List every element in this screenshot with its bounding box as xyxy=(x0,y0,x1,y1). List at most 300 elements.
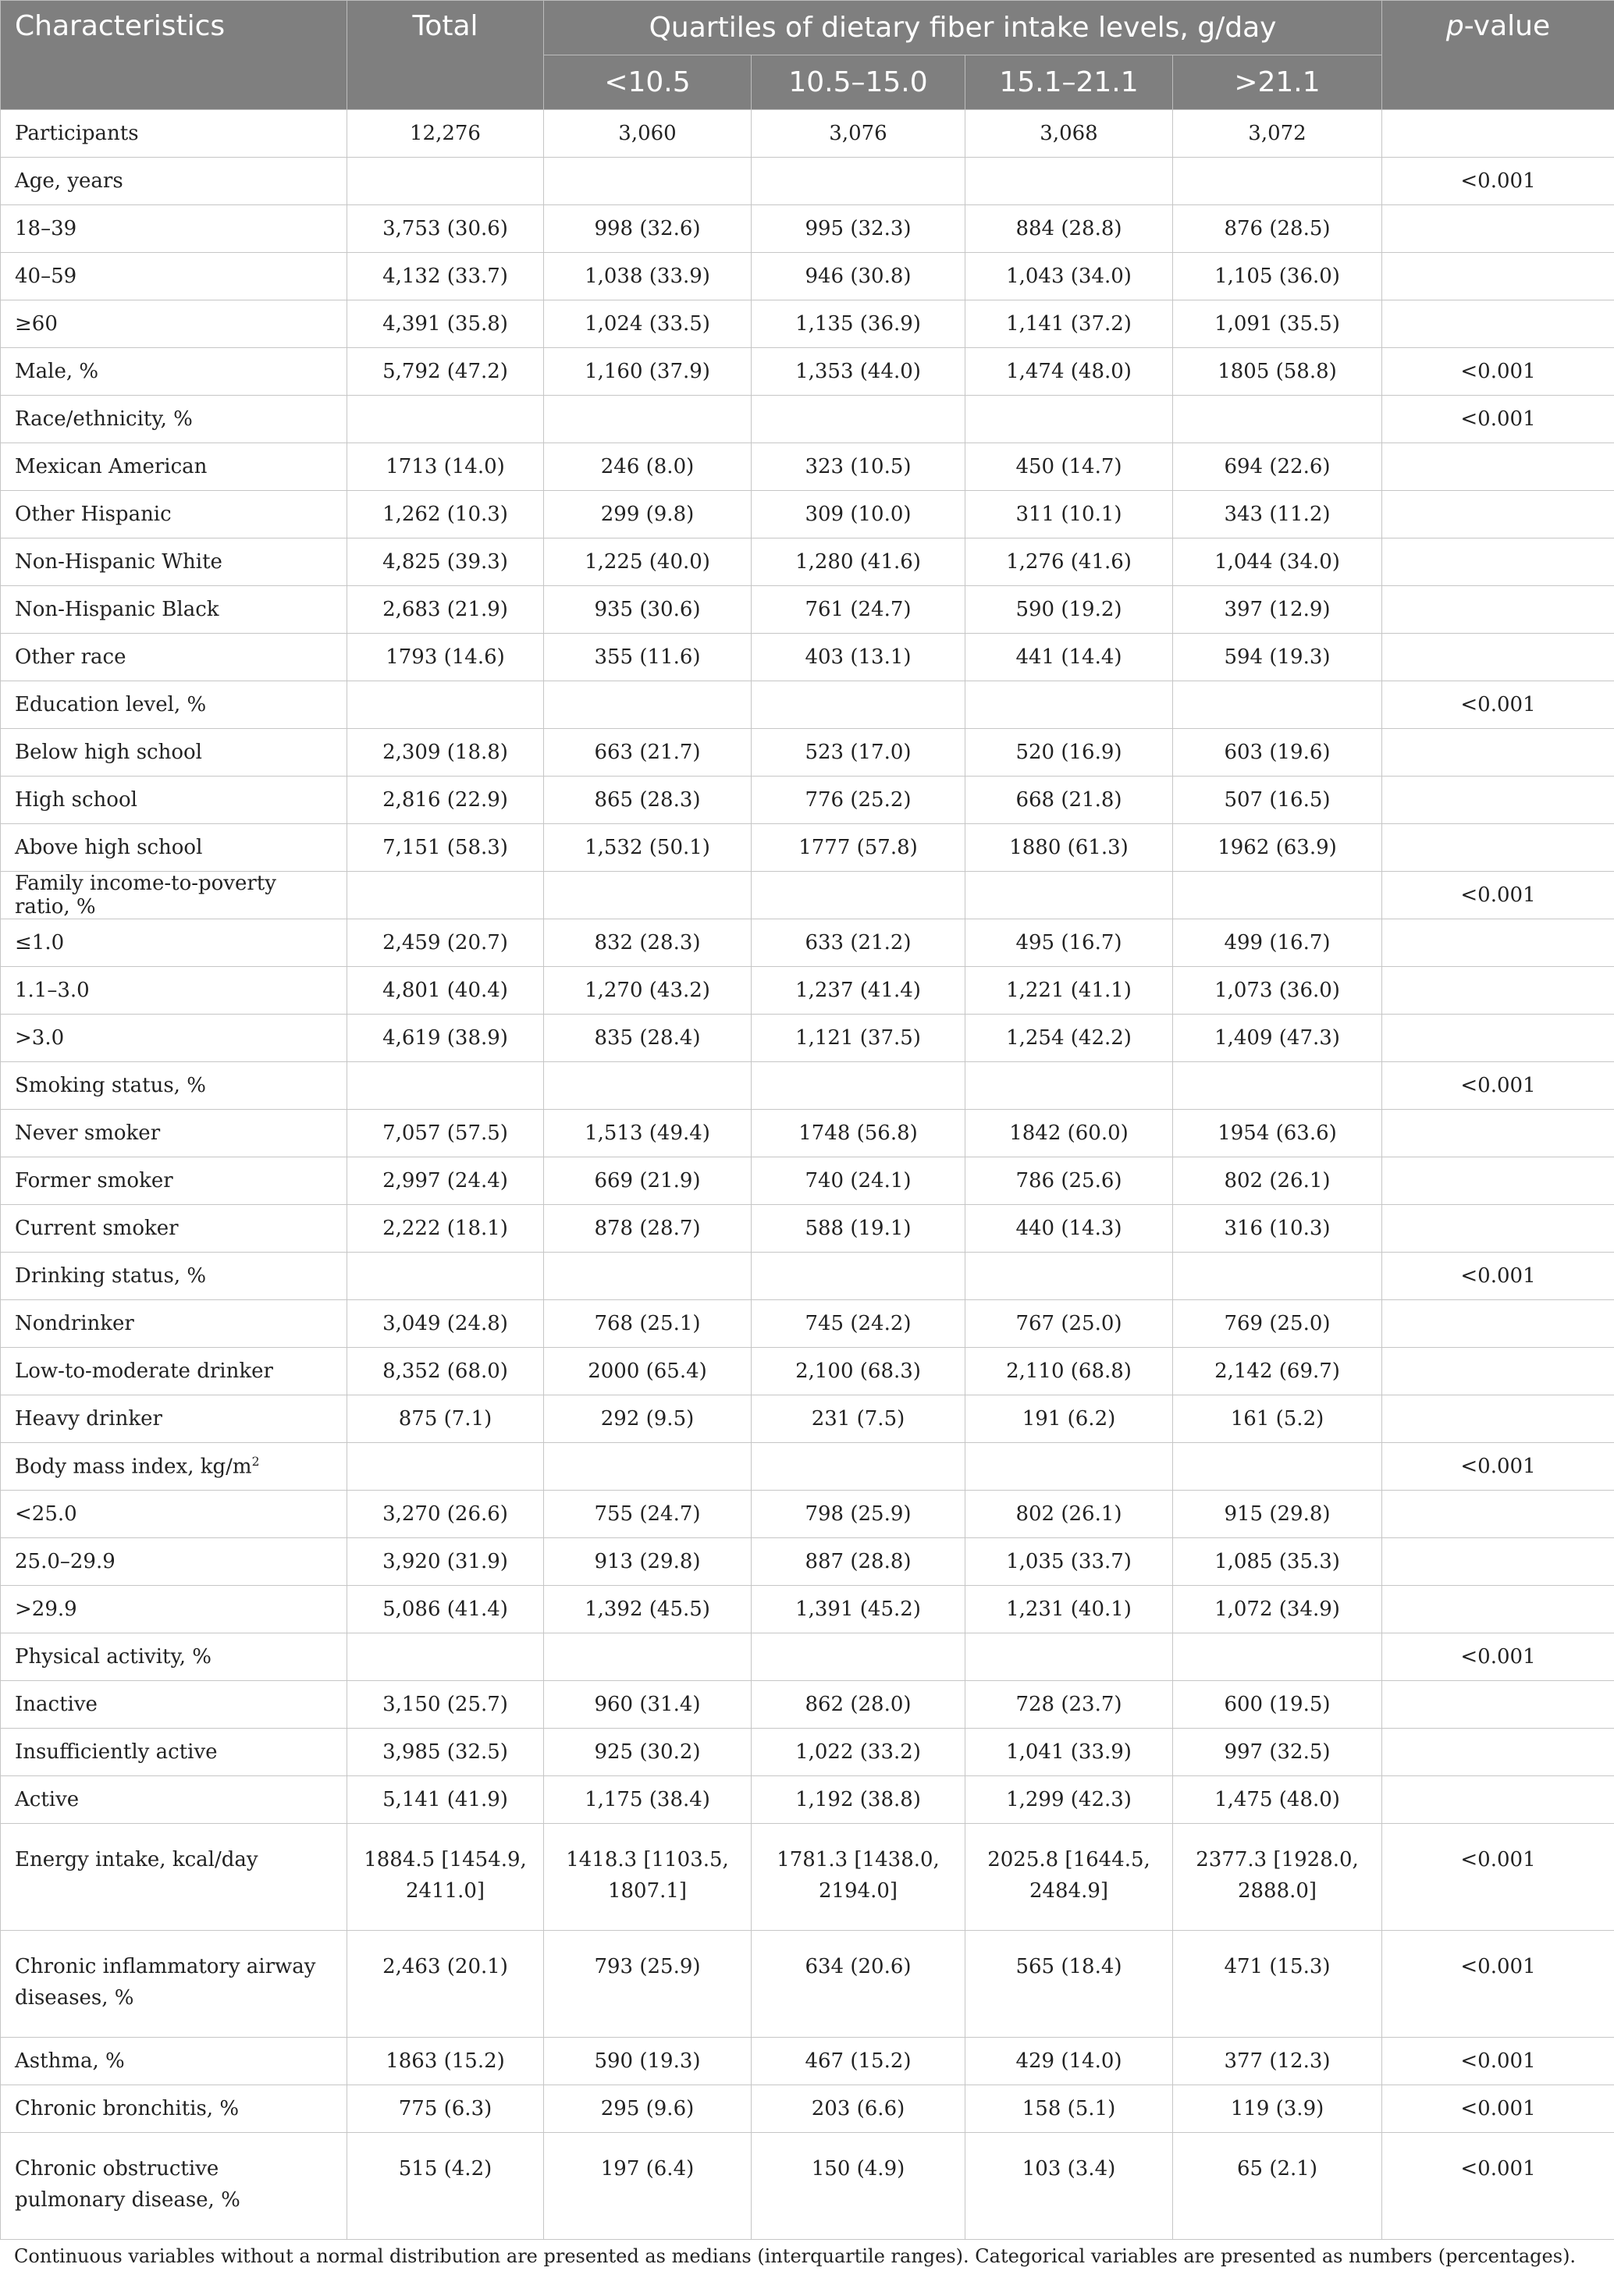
cell-q4: 1,073 (36.0) xyxy=(1173,967,1382,1015)
row-label-text: ≤1.0 xyxy=(15,931,65,954)
cell-p xyxy=(1382,634,1614,681)
row-label-text: >3.0 xyxy=(15,1026,65,1050)
cell-p xyxy=(1382,1776,1614,1824)
cell-q4: 2,142 (69.7) xyxy=(1173,1348,1382,1395)
table-row xyxy=(1,158,1614,205)
cell-total: 3,270 (26.6) xyxy=(347,1491,544,1538)
cell-q3: 1880 (61.3) xyxy=(965,824,1173,872)
cell-total: 4,801 (40.4) xyxy=(347,967,544,1015)
table-row xyxy=(1,253,1614,300)
cell-q1: 1,225 (40.0) xyxy=(544,538,752,586)
cell-q1 xyxy=(544,1443,752,1491)
row-label xyxy=(1,1205,347,1253)
cell-q3: 884 (28.8) xyxy=(965,205,1173,253)
row-label xyxy=(1,491,347,538)
table-row xyxy=(1,1776,1614,1824)
row-label xyxy=(1,300,347,348)
cell-q3 xyxy=(965,681,1173,729)
cell-total: 3,753 (30.6) xyxy=(347,205,544,253)
cell-total: 3,985 (32.5) xyxy=(347,1729,544,1776)
cell-q4: 507 (16.5) xyxy=(1173,777,1382,824)
cell-q4 xyxy=(1173,1253,1382,1300)
cell-q3: 440 (14.3) xyxy=(965,1205,1173,1253)
cell-q2: 995 (32.3) xyxy=(752,205,965,253)
row-label-text: 40–59 xyxy=(15,265,77,288)
cell-q4 xyxy=(1173,396,1382,443)
cell-p xyxy=(1382,1395,1614,1443)
cell-q1 xyxy=(544,396,752,443)
cell-q4: 316 (10.3) xyxy=(1173,1205,1382,1253)
cell-q1: 292 (9.5) xyxy=(544,1395,752,1443)
cell-total: 3,920 (31.9) xyxy=(347,1538,544,1586)
table-body xyxy=(1,110,1614,2240)
row-label-text: High school xyxy=(15,788,137,812)
cell-p xyxy=(1382,205,1614,253)
table-row xyxy=(1,1253,1614,1300)
row-label-superscript: 2 xyxy=(251,1454,260,1469)
row-label xyxy=(1,1443,347,1491)
table-row xyxy=(1,1538,1614,1586)
cell-total: 5,792 (47.2) xyxy=(347,348,544,396)
cell-total xyxy=(347,158,544,205)
cell-q4: 1,475 (48.0) xyxy=(1173,1776,1382,1824)
cell-q4: 471 (15.3) xyxy=(1173,1931,1382,2038)
cell-total: 5,141 (41.9) xyxy=(347,1776,544,1824)
cell-p xyxy=(1382,1348,1614,1395)
cell-q1: 960 (31.4) xyxy=(544,1681,752,1729)
cell-q1 xyxy=(544,1253,752,1300)
cell-p xyxy=(1382,777,1614,824)
cell-total: 2,222 (18.1) xyxy=(347,1205,544,1253)
row-label-text: Low-to-moderate drinker xyxy=(15,1359,273,1383)
cell-p: <0.001 xyxy=(1382,1931,1614,2038)
cell-q2: 1,121 (37.5) xyxy=(752,1015,965,1062)
cell-p xyxy=(1382,1681,1614,1729)
cell-q1: 1,392 (45.5) xyxy=(544,1586,752,1633)
row-label xyxy=(1,1110,347,1157)
header-characteristics: Characteristics xyxy=(1,1,347,110)
table-row xyxy=(1,1015,1614,1062)
cell-q4: 1,044 (34.0) xyxy=(1173,538,1382,586)
row-label-text: 1.1–3.0 xyxy=(15,979,90,1002)
cell-q4: 377 (12.3) xyxy=(1173,2038,1382,2085)
table-row xyxy=(1,1110,1614,1157)
cell-total: 7,057 (57.5) xyxy=(347,1110,544,1157)
cell-q2 xyxy=(752,681,965,729)
cell-p: <0.001 xyxy=(1382,396,1614,443)
table-row xyxy=(1,443,1614,491)
cell-p xyxy=(1382,1110,1614,1157)
cell-q4: 2377.3 [1928.0, 2888.0] xyxy=(1173,1824,1382,1931)
cell-q4: 1,072 (34.9) xyxy=(1173,1586,1382,1633)
row-label xyxy=(1,1300,347,1348)
cell-p: <0.001 xyxy=(1382,1253,1614,1300)
cell-q2: 3,076 xyxy=(752,110,965,158)
row-label-text: Other race xyxy=(15,645,126,669)
cell-q4: 65 (2.1) xyxy=(1173,2133,1382,2240)
cell-total: 1713 (14.0) xyxy=(347,443,544,491)
cell-total: 1884.5 [1454.9, 2411.0] xyxy=(347,1824,544,1931)
cell-q1: 1,160 (37.9) xyxy=(544,348,752,396)
cell-total: 2,463 (20.1) xyxy=(347,1931,544,2038)
row-label xyxy=(1,872,347,919)
cell-q1: 246 (8.0) xyxy=(544,443,752,491)
cell-q3: 311 (10.1) xyxy=(965,491,1173,538)
cell-total: 875 (7.1) xyxy=(347,1395,544,1443)
row-label-text: Below high school xyxy=(15,741,202,764)
cell-q3 xyxy=(965,1062,1173,1110)
cell-q3: 565 (18.4) xyxy=(965,1931,1173,2038)
cell-p: <0.001 xyxy=(1382,348,1614,396)
cell-q3 xyxy=(965,396,1173,443)
table-row xyxy=(1,348,1614,396)
row-label xyxy=(1,729,347,777)
table-row xyxy=(1,491,1614,538)
row-label xyxy=(1,586,347,634)
cell-q2: 323 (10.5) xyxy=(752,443,965,491)
row-label xyxy=(1,538,347,586)
cell-p xyxy=(1382,1729,1614,1776)
cell-q3: 1842 (60.0) xyxy=(965,1110,1173,1157)
row-label xyxy=(1,1491,347,1538)
cell-q1: 3,060 xyxy=(544,110,752,158)
cell-q4: 1805 (58.8) xyxy=(1173,348,1382,396)
cell-total: 2,816 (22.9) xyxy=(347,777,544,824)
cell-q3: 158 (5.1) xyxy=(965,2085,1173,2133)
table-row xyxy=(1,967,1614,1015)
cell-q3 xyxy=(965,1443,1173,1491)
cell-q1: 793 (25.9) xyxy=(544,1931,752,2038)
cell-q2 xyxy=(752,158,965,205)
row-label-text: 25.0–29.9 xyxy=(15,1550,116,1573)
row-label xyxy=(1,1395,347,1443)
table-row xyxy=(1,1586,1614,1633)
cell-q2: 633 (21.2) xyxy=(752,919,965,967)
cell-p xyxy=(1382,253,1614,300)
cell-q3: 1,474 (48.0) xyxy=(965,348,1173,396)
header-quartile-3: 15.1–21.1 xyxy=(965,55,1173,110)
cell-p: <0.001 xyxy=(1382,1633,1614,1681)
cell-q2: 1,237 (41.4) xyxy=(752,967,965,1015)
cell-p xyxy=(1382,1205,1614,1253)
cell-q3: 1,041 (33.9) xyxy=(965,1729,1173,1776)
table-row xyxy=(1,1931,1614,2038)
row-label-text: ≥60 xyxy=(15,312,58,336)
cell-total: 4,825 (39.3) xyxy=(347,538,544,586)
cell-p: <0.001 xyxy=(1382,681,1614,729)
cell-p xyxy=(1382,300,1614,348)
table-row xyxy=(1,2133,1614,2240)
cell-total xyxy=(347,1253,544,1300)
cell-q4: 769 (25.0) xyxy=(1173,1300,1382,1348)
cell-q4: 997 (32.5) xyxy=(1173,1729,1382,1776)
table-row xyxy=(1,729,1614,777)
cell-p: <0.001 xyxy=(1382,872,1614,919)
cell-q1 xyxy=(544,872,752,919)
row-label xyxy=(1,1062,347,1110)
cell-q4: 915 (29.8) xyxy=(1173,1491,1382,1538)
cell-q1: 998 (32.6) xyxy=(544,205,752,253)
cell-q3: 191 (6.2) xyxy=(965,1395,1173,1443)
cell-q2: 1777 (57.8) xyxy=(752,824,965,872)
cell-q2: 1,135 (36.9) xyxy=(752,300,965,348)
cell-q2: 1,192 (38.8) xyxy=(752,1776,965,1824)
cell-q1: 755 (24.7) xyxy=(544,1491,752,1538)
cell-q1: 1,024 (33.5) xyxy=(544,300,752,348)
row-label xyxy=(1,777,347,824)
header-quartile-group: Quartiles of dietary fiber intake levels, g/day xyxy=(544,1,1382,55)
row-label-text: Current smoker xyxy=(15,1217,179,1240)
table-row xyxy=(1,1395,1614,1443)
cell-total: 1793 (14.6) xyxy=(347,634,544,681)
cell-q2: 2,100 (68.3) xyxy=(752,1348,965,1395)
cell-q3: 495 (16.7) xyxy=(965,919,1173,967)
cell-q4 xyxy=(1173,1443,1382,1491)
header-quartile-2: 10.5–15.0 xyxy=(752,55,965,110)
row-label-text: Chronic inflammatory airway diseases, % xyxy=(15,1955,316,2010)
cell-q3: 1,221 (41.1) xyxy=(965,967,1173,1015)
cell-total xyxy=(347,872,544,919)
row-label-text: Active xyxy=(15,1788,80,1811)
header-quartile-1: <10.5 xyxy=(544,55,752,110)
cell-total: 1863 (15.2) xyxy=(347,2038,544,2085)
cell-p xyxy=(1382,538,1614,586)
cell-q1: 1,175 (38.4) xyxy=(544,1776,752,1824)
cell-q2: 745 (24.2) xyxy=(752,1300,965,1348)
cell-q1: 590 (19.3) xyxy=(544,2038,752,2085)
row-label-text: Chronic obstructive pulmonary disease, % xyxy=(15,2157,240,2212)
cell-q3: 1,254 (42.2) xyxy=(965,1015,1173,1062)
cell-q2: 1748 (56.8) xyxy=(752,1110,965,1157)
cell-q3: 450 (14.7) xyxy=(965,443,1173,491)
cell-total: 4,619 (38.9) xyxy=(347,1015,544,1062)
cell-q1: 878 (28.7) xyxy=(544,1205,752,1253)
header-p-italic: p xyxy=(1445,10,1464,42)
cell-p xyxy=(1382,1157,1614,1205)
cell-p xyxy=(1382,824,1614,872)
cell-q3: 3,068 xyxy=(965,110,1173,158)
table-row xyxy=(1,1300,1614,1348)
cell-q1: 295 (9.6) xyxy=(544,2085,752,2133)
cell-q1 xyxy=(544,1062,752,1110)
cell-p xyxy=(1382,1015,1614,1062)
table-row xyxy=(1,1205,1614,1253)
cell-q1: 663 (21.7) xyxy=(544,729,752,777)
cell-p xyxy=(1382,1491,1614,1538)
cell-total: 12,276 xyxy=(347,110,544,158)
cell-p: <0.001 xyxy=(1382,2085,1614,2133)
row-label xyxy=(1,1253,347,1300)
cell-total: 3,049 (24.8) xyxy=(347,1300,544,1348)
cell-q2: 776 (25.2) xyxy=(752,777,965,824)
cell-total xyxy=(347,1633,544,1681)
cell-q3: 441 (14.4) xyxy=(965,634,1173,681)
row-label xyxy=(1,1157,347,1205)
cell-q4: 876 (28.5) xyxy=(1173,205,1382,253)
table-row xyxy=(1,538,1614,586)
table-row xyxy=(1,1633,1614,1681)
table-row xyxy=(1,110,1614,158)
table-row xyxy=(1,1443,1614,1491)
cell-q3 xyxy=(965,1633,1173,1681)
cell-total: 2,997 (24.4) xyxy=(347,1157,544,1205)
cell-q2: 231 (7.5) xyxy=(752,1395,965,1443)
header-total: Total xyxy=(347,1,544,110)
cell-q1 xyxy=(544,158,752,205)
cell-q2: 761 (24.7) xyxy=(752,586,965,634)
row-label xyxy=(1,919,347,967)
cell-total: 7,151 (58.3) xyxy=(347,824,544,872)
cell-p xyxy=(1382,586,1614,634)
cell-q2: 203 (6.6) xyxy=(752,2085,965,2133)
cell-total xyxy=(347,1062,544,1110)
cell-q4: 499 (16.7) xyxy=(1173,919,1382,967)
row-label-text: Male, % xyxy=(15,360,99,383)
row-label-text: Heavy drinker xyxy=(15,1407,162,1431)
cell-q3: 668 (21.8) xyxy=(965,777,1173,824)
cell-total: 2,683 (21.9) xyxy=(347,586,544,634)
row-label-text: Family income-to-poverty ratio, % xyxy=(15,872,276,919)
row-label-text: Chronic bronchitis, % xyxy=(15,2097,240,2120)
cell-q2: 523 (17.0) xyxy=(752,729,965,777)
table-row xyxy=(1,205,1614,253)
cell-q2: 1,353 (44.0) xyxy=(752,348,965,396)
cell-q2: 403 (13.1) xyxy=(752,634,965,681)
table-row xyxy=(1,1824,1614,1931)
row-label-text: Energy intake, kcal/day xyxy=(15,1848,258,1871)
table-row xyxy=(1,1491,1614,1538)
row-label xyxy=(1,110,347,158)
table-row xyxy=(1,586,1614,634)
cell-p xyxy=(1382,110,1614,158)
cell-p: <0.001 xyxy=(1382,2038,1614,2085)
cell-q3: 103 (3.4) xyxy=(965,2133,1173,2240)
cell-q4: 119 (3.9) xyxy=(1173,2085,1382,2133)
cell-q4 xyxy=(1173,158,1382,205)
cell-p xyxy=(1382,1586,1614,1633)
cell-q4: 1962 (63.9) xyxy=(1173,824,1382,872)
cell-q4: 594 (19.3) xyxy=(1173,634,1382,681)
cell-q3 xyxy=(965,158,1173,205)
row-label-text: Insufficiently active xyxy=(15,1740,218,1764)
row-label xyxy=(1,1586,347,1633)
table-footnote: Continuous variables without a normal distribution are presented as medians (interquartile ranges). Categorical variables are presented as numbers (percentages). xyxy=(14,2245,1577,2267)
cell-p xyxy=(1382,443,1614,491)
row-label-text: Non-Hispanic Black xyxy=(15,598,219,621)
cell-q1: 1,532 (50.1) xyxy=(544,824,752,872)
cell-q2: 798 (25.9) xyxy=(752,1491,965,1538)
cell-q2: 1,022 (33.2) xyxy=(752,1729,965,1776)
cell-total: 4,132 (33.7) xyxy=(347,253,544,300)
table-row xyxy=(1,681,1614,729)
cell-q3: 1,276 (41.6) xyxy=(965,538,1173,586)
row-label xyxy=(1,1538,347,1586)
cell-q3: 1,043 (34.0) xyxy=(965,253,1173,300)
cell-q1: 1,513 (49.4) xyxy=(544,1110,752,1157)
table-row xyxy=(1,1681,1614,1729)
row-label-text: Other Hispanic xyxy=(15,503,172,526)
cell-q1: 768 (25.1) xyxy=(544,1300,752,1348)
cell-q4: 694 (22.6) xyxy=(1173,443,1382,491)
cell-q4 xyxy=(1173,872,1382,919)
cell-q1 xyxy=(544,1633,752,1681)
row-label-text: Above high school xyxy=(15,836,203,859)
cell-q4: 603 (19.6) xyxy=(1173,729,1382,777)
table-row xyxy=(1,396,1614,443)
cell-q1: 299 (9.8) xyxy=(544,491,752,538)
cell-total: 4,391 (35.8) xyxy=(347,300,544,348)
cell-q3: 1,299 (42.3) xyxy=(965,1776,1173,1824)
cell-q2 xyxy=(752,1062,965,1110)
table-row xyxy=(1,919,1614,967)
cell-q1: 832 (28.3) xyxy=(544,919,752,967)
table-row xyxy=(1,2038,1614,2085)
cell-q2: 1,391 (45.2) xyxy=(752,1586,965,1633)
cell-q2: 309 (10.0) xyxy=(752,491,965,538)
row-label-text: Inactive xyxy=(15,1693,98,1716)
row-label xyxy=(1,1681,347,1729)
cell-q4 xyxy=(1173,681,1382,729)
row-label-text: Race/ethnicity, % xyxy=(15,407,193,431)
cell-p: <0.001 xyxy=(1382,1443,1614,1491)
cell-q1: 669 (21.9) xyxy=(544,1157,752,1205)
cell-q2 xyxy=(752,396,965,443)
cell-q3: 590 (19.2) xyxy=(965,586,1173,634)
row-label xyxy=(1,158,347,205)
row-label-text: <25.0 xyxy=(15,1502,77,1526)
cell-q2: 1,280 (41.6) xyxy=(752,538,965,586)
cell-q4: 3,072 xyxy=(1173,110,1382,158)
row-label xyxy=(1,1729,347,1776)
cell-q3: 786 (25.6) xyxy=(965,1157,1173,1205)
cell-q1: 925 (30.2) xyxy=(544,1729,752,1776)
table-row xyxy=(1,872,1614,919)
cell-q1 xyxy=(544,681,752,729)
table-row xyxy=(1,777,1614,824)
cell-total xyxy=(347,396,544,443)
cell-p xyxy=(1382,1300,1614,1348)
cell-q4: 343 (11.2) xyxy=(1173,491,1382,538)
cell-q2: 1781.3 [1438.0, 2194.0] xyxy=(752,1824,965,1931)
row-label xyxy=(1,1633,347,1681)
row-label xyxy=(1,2038,347,2085)
cell-q2: 887 (28.8) xyxy=(752,1538,965,1586)
cell-q3: 1,141 (37.2) xyxy=(965,300,1173,348)
cell-q4 xyxy=(1173,1062,1382,1110)
cell-total xyxy=(347,1443,544,1491)
cell-q1: 1,038 (33.9) xyxy=(544,253,752,300)
cell-q3: 2025.8 [1644.5, 2484.9] xyxy=(965,1824,1173,1931)
cell-q3: 520 (16.9) xyxy=(965,729,1173,777)
cell-total: 2,309 (18.8) xyxy=(347,729,544,777)
cell-q4: 397 (12.9) xyxy=(1173,586,1382,634)
row-label-text: Mexican American xyxy=(15,455,208,478)
cell-q3: 767 (25.0) xyxy=(965,1300,1173,1348)
cell-total: 8,352 (68.0) xyxy=(347,1348,544,1395)
cell-q4: 1,091 (35.5) xyxy=(1173,300,1382,348)
cell-q2: 467 (15.2) xyxy=(752,2038,965,2085)
row-label-text: 18–39 xyxy=(15,217,77,240)
cell-q3 xyxy=(965,872,1173,919)
cell-q1: 197 (6.4) xyxy=(544,2133,752,2240)
row-label xyxy=(1,634,347,681)
row-label xyxy=(1,967,347,1015)
row-label-text: >29.9 xyxy=(15,1598,77,1621)
cell-q2 xyxy=(752,1633,965,1681)
table-row xyxy=(1,2085,1614,2133)
cell-total xyxy=(347,681,544,729)
row-label xyxy=(1,681,347,729)
